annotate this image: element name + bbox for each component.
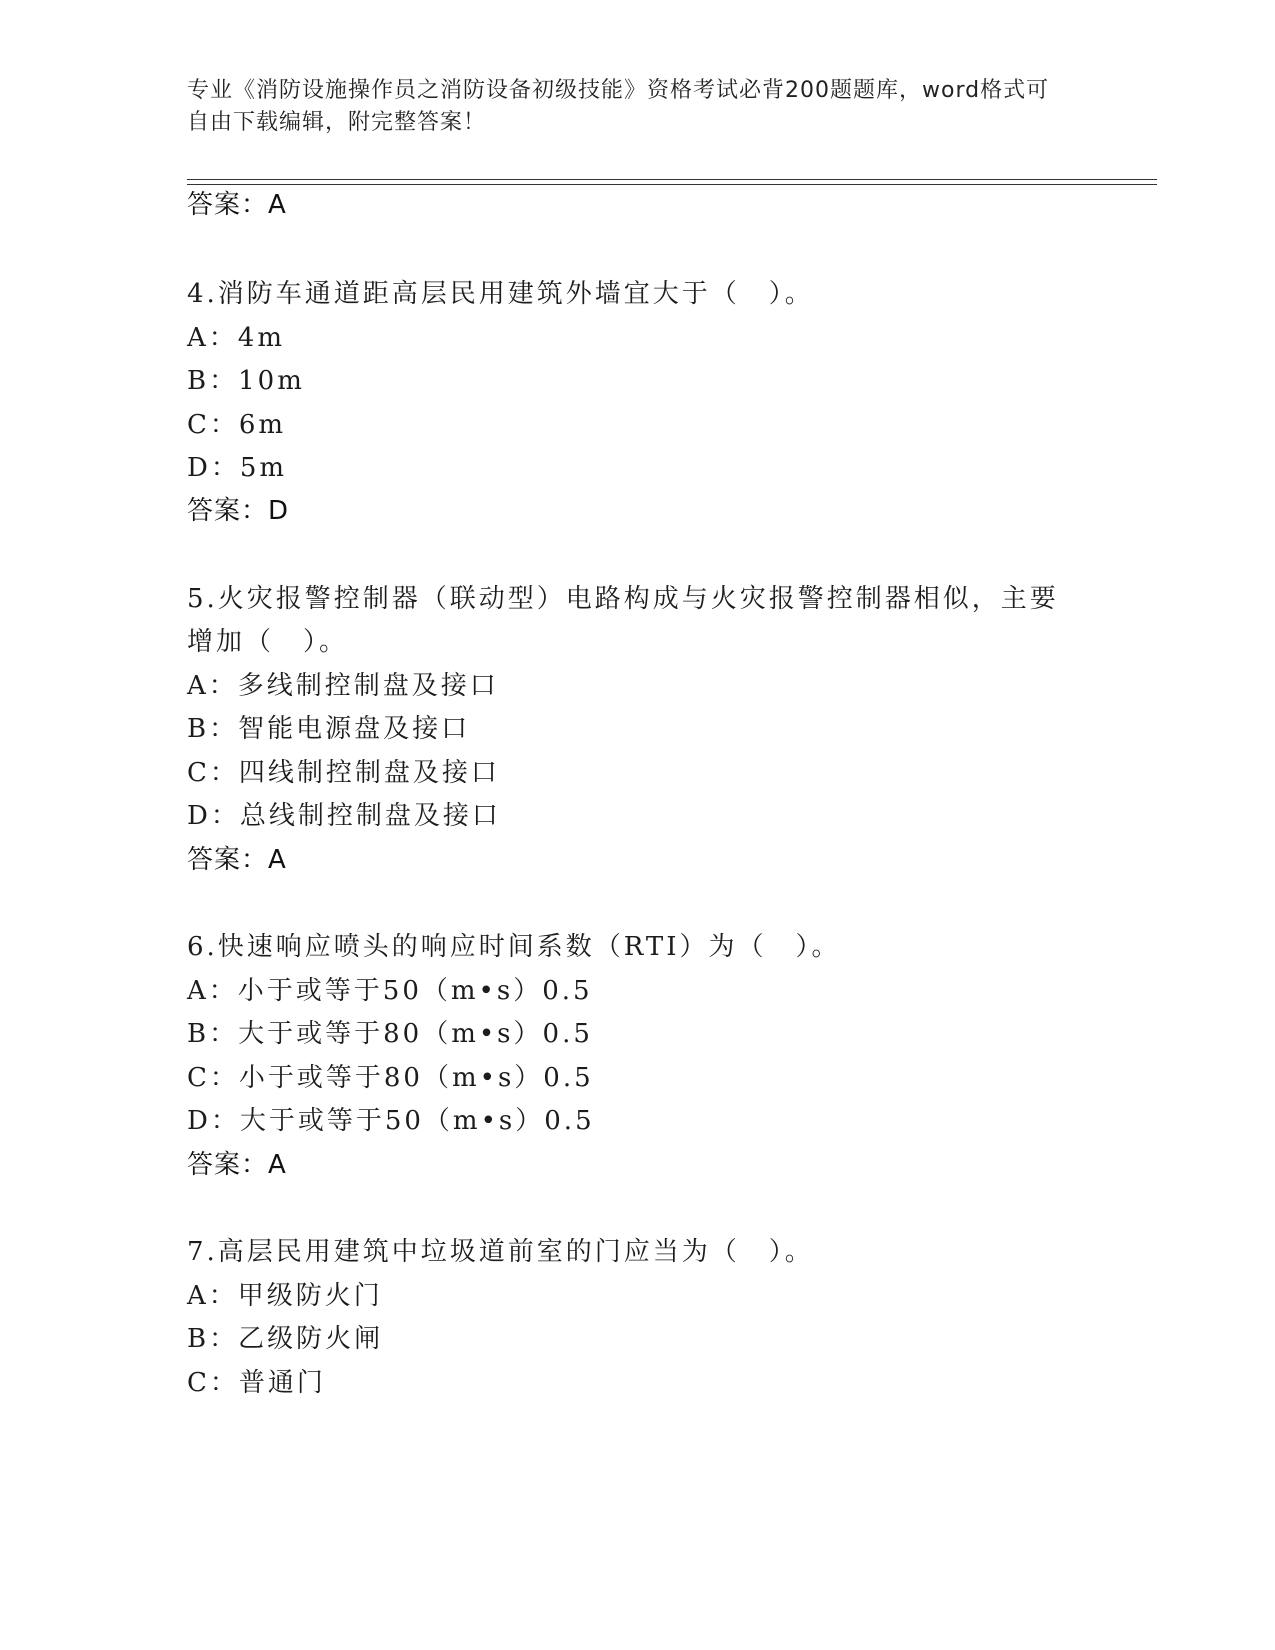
answer-q5: 答案：A <box>187 845 287 875</box>
question-6-option-d: D：大于或等于50（m•s）0.5 <box>187 1106 595 1136</box>
question-6-option-c: C：小于或等于80（m•s）0.5 <box>187 1063 594 1093</box>
question-7-option-b: B：乙级防火闸 <box>187 1324 384 1354</box>
question-4-stem: 4.消防车通道距高层民用建筑外墙宜大于（ ）。 <box>187 279 814 309</box>
question-7-option-a: A：甲级防火门 <box>187 1281 383 1311</box>
answer-q3: 答案：A <box>187 190 287 220</box>
question-4-option-a: A：4m <box>187 323 285 353</box>
question-5-option-b: B：智能电源盘及接口 <box>187 714 471 744</box>
header-divider-top <box>187 179 1157 180</box>
question-6-option-b: B：大于或等于80（m•s）0.5 <box>187 1019 593 1049</box>
question-5-option-a: A：多线制控制盘及接口 <box>187 671 499 701</box>
answer-q4: 答案：D <box>187 496 290 526</box>
question-4-option-b: B：10m <box>187 366 305 396</box>
question-5-option-c: C：四线制控制盘及接口 <box>187 758 500 788</box>
question-7-stem: 7.高层民用建筑中垃圾道前室的门应当为（ ）。 <box>187 1237 814 1267</box>
question-7-option-c: C：普通门 <box>187 1368 326 1398</box>
question-6-option-a: A：小于或等于50（m•s）0.5 <box>187 976 593 1006</box>
question-6-stem: 6.快速响应喷头的响应时间系数（RTI）为（ ）。 <box>187 932 841 962</box>
document-intro: 专业《消防设施操作员之消防设备初级技能》资格考试必背200题题库，word格式可自由下载编辑，附完整答案！ <box>187 78 1050 135</box>
answer-q6: 答案：A <box>187 1150 287 1180</box>
question-4-option-c: C：6m <box>187 410 287 440</box>
question-4-option-d: D：5m <box>187 453 288 483</box>
question-5-stem-line2: 增加（ ）。 <box>187 627 349 657</box>
question-5-stem-line1: 5.火灾报警控制器（联动型）电路构成与火灾报警控制器相似，主要 <box>187 584 1059 614</box>
question-5-option-d: D：总线制控制盘及接口 <box>187 801 501 831</box>
header-divider-bottom <box>187 184 1157 185</box>
